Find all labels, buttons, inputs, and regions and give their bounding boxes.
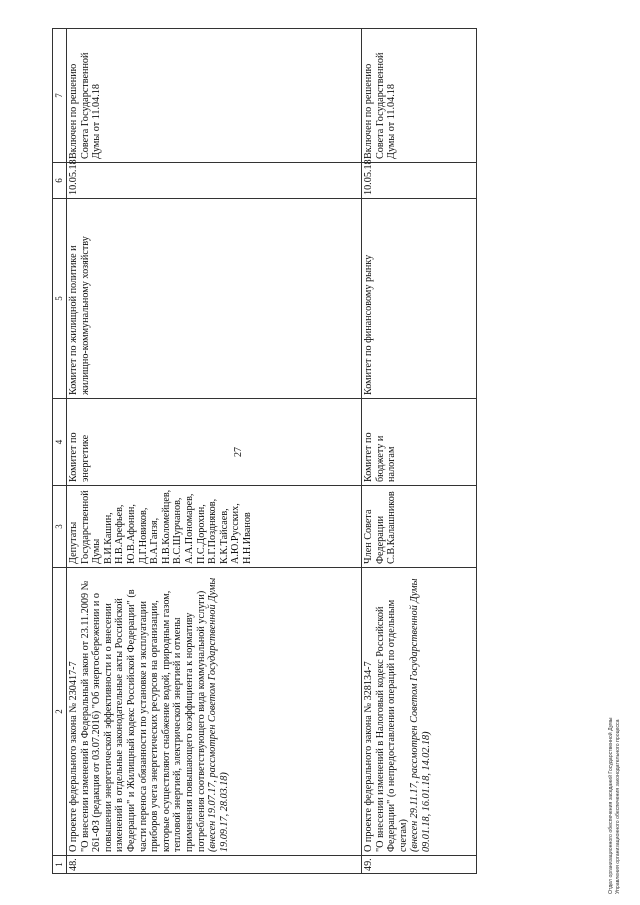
author: Думы <box>91 538 103 564</box>
author: Н.В.Арефьев, <box>114 504 126 564</box>
status-cell: Включен по решению Совета Государственной Думы от 11.04.18 <box>67 29 362 163</box>
page-number: 27 <box>233 447 244 457</box>
author: В.С.Шурчанов, <box>172 497 184 564</box>
bill-description-cell <box>67 568 362 856</box>
column-header: 1 <box>53 856 67 874</box>
footer <box>608 574 630 894</box>
column-header: 7 <box>53 29 67 163</box>
authors-cell <box>362 486 477 568</box>
column-header: 4 <box>53 399 67 486</box>
bills-table-container <box>52 29 474 874</box>
author: П.С.Дорохин, <box>195 504 207 564</box>
author: А.А.Пономарев, <box>183 493 195 564</box>
row-number: 49. <box>362 856 477 874</box>
header-row <box>53 29 67 874</box>
lead-committee-cell: Комитет по финансовому рынку <box>362 199 477 399</box>
co-committee-cell: Комитет по бюджету и налогам <box>362 399 477 486</box>
date-cell: 10.05.18 <box>67 163 362 199</box>
author: Д.Г.Новиков, <box>137 507 149 564</box>
author: Депутаты <box>68 521 79 564</box>
author: Н.В.Коломейцев, <box>160 489 172 564</box>
author: К.К.Тайсаев, <box>218 508 230 564</box>
bill-note: (внесен 19.07.17, рассмотрен Советом Государственной Думы 19.09.17, 28.03.18) <box>207 577 230 852</box>
bill-title: О проекте федерального закона № 328134-7 <box>363 661 374 852</box>
bill-note: (внесен 29.11.17, рассмотрен Советом Государственной Думы 09.01.18, 16.01.18, 14.02.18) <box>409 578 432 852</box>
date-cell: 10.05.18 <box>362 163 477 199</box>
column-header: 5 <box>53 199 67 399</box>
authors-cell <box>67 486 362 568</box>
author: Член Совета <box>363 509 374 564</box>
table-row <box>362 29 477 874</box>
lead-committee-cell: Комитет по жилищной политике и жилищно-коммунальному хозяйству <box>67 199 362 399</box>
row-number: 48. <box>67 856 362 874</box>
bill-description: "О внесении изменений в Федеральный закон от 23.11.2009 № 261-ФЗ (редакция от 03.07.2016) "Об энергосбережении и о повышении энергетической эффективности и о внесении изменений в отдельные законодательные акты Российской Федерации" и Жилищный кодекс Российской Федерации" (в части переноса обязанности по установке и эксплуатации приборов учета энергетических ресурсов на организации, которые осуществляют снабжение водой, природным газом, тепловой энергией, электрической энергией и отмены применения повышающего коэффициента к нормативу потребления соответствующего вида коммунальной услуги) <box>79 580 207 852</box>
column-header: 2 <box>53 568 67 856</box>
author: Государственной <box>79 490 91 564</box>
author: Федерации <box>374 515 386 564</box>
table-row <box>67 29 362 874</box>
footer-line: Отдел организационного обеспечения заседаний Государственной Думы <box>608 717 614 894</box>
author: С.В.Калашников <box>386 491 398 564</box>
bill-title: О проекте федерального закона № 230417-7 <box>68 661 79 852</box>
author: В.А.Ганзя, <box>149 517 161 564</box>
author: А.Ю.Русских, <box>230 503 242 564</box>
column-header: 3 <box>53 486 67 568</box>
column-header: 6 <box>53 163 67 199</box>
bill-description-cell <box>362 568 477 856</box>
co-committee-cell: Комитет по энергетике <box>67 399 362 486</box>
bill-description: "О внесении изменений в Налоговый кодекс Российской Федерации" (о непредоставлении операций по отдельным счетам) <box>374 599 409 852</box>
bills-table <box>52 28 477 874</box>
status-cell: Включен по решению Совета Государственной Думы от 11.04.18 <box>362 29 477 163</box>
author: Н.Н.Иванов <box>241 512 253 564</box>
footer-line: Управления организационного обеспечения законодательного процесса <box>615 719 621 894</box>
author: В.Г.Поздняков, <box>207 498 219 564</box>
author: Ю.В.Афонин, <box>125 504 137 564</box>
author: В.И.Кашин, <box>102 512 114 564</box>
